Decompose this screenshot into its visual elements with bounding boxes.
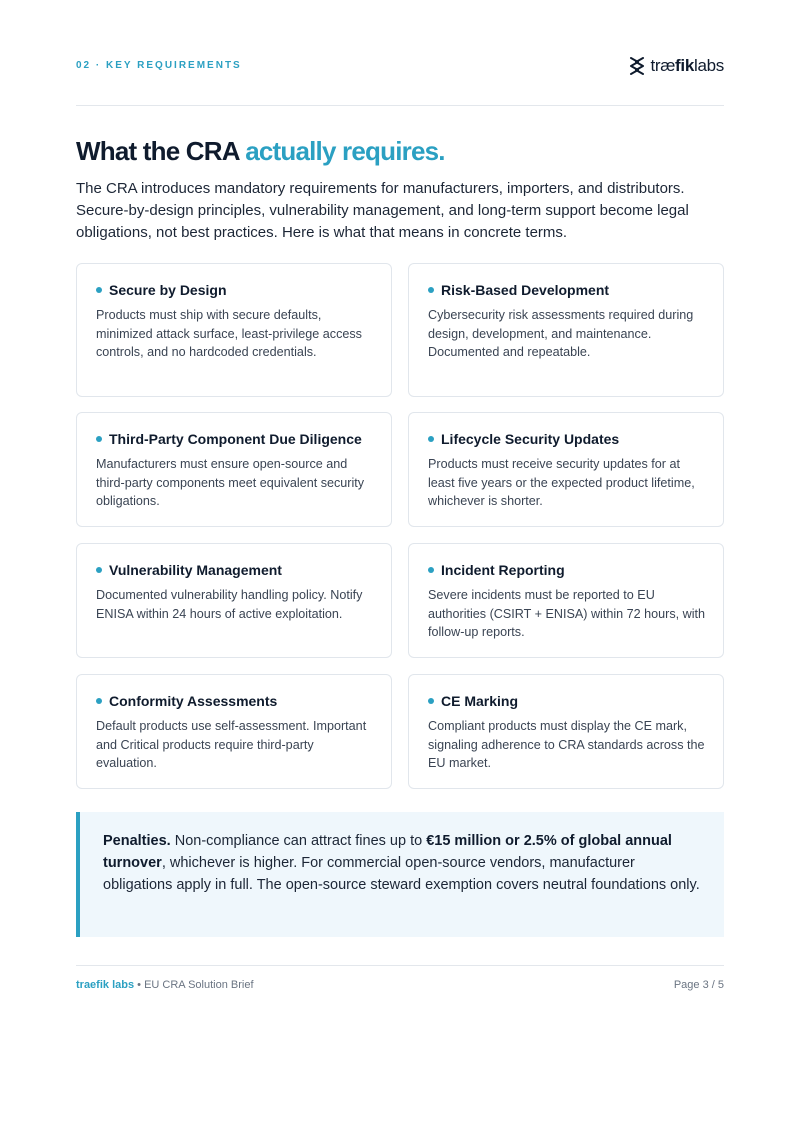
- card-title: Risk-Based Development: [441, 282, 610, 298]
- bullet-dot-icon: [428, 436, 434, 442]
- footer-divider: [76, 965, 724, 966]
- card-title: Vulnerability Management: [109, 562, 282, 578]
- requirement-card: [408, 263, 724, 397]
- card-title: Third-Party Component Due Diligence: [109, 431, 362, 447]
- card-body: Products must ship with secure defaults, minimized attack surface, least-privilege access controls, and no hardcoded credentials.: [96, 308, 362, 359]
- bullet-dot-icon: [428, 698, 434, 704]
- bullet-dot-icon: [96, 567, 102, 573]
- requirement-card: [408, 412, 724, 527]
- title-accent: actually requires.: [245, 136, 445, 166]
- card-body: Products must receive security updates for at least five years or the expected product lifetime, whichever is shorter.: [428, 457, 695, 508]
- footer-brand: traefik labs: [76, 979, 135, 991]
- card-title: Lifecycle Security Updates: [441, 431, 620, 447]
- page-header: [76, 54, 724, 78]
- card-body: Severe incidents must be reported to EU authorities (CSIRT + ENISA) within 72 hours, with follow-up reports.: [428, 588, 706, 639]
- card-title: Secure by Design: [109, 282, 227, 298]
- requirement-card: [76, 412, 392, 527]
- requirement-card: [408, 543, 724, 658]
- card-body: Cybersecurity risk assessments required during design, development, and maintenance. Documented and repeatable.: [428, 308, 694, 359]
- callout-bold: €15 million or 2.5% of global annual turnover: [103, 833, 672, 871]
- logo-wordmark: træfiklabs: [650, 56, 724, 75]
- card-body: Compliant products must display the CE mark, signaling adherence to CRA standards across the EU market.: [428, 719, 705, 770]
- card-body: Documented vulnerability handling policy. Notify ENISA within 24 hours of active exploitation.: [96, 588, 363, 621]
- bullet-dot-icon: [96, 287, 102, 293]
- card-body: Default products use self-assessment. Important and Critical products require third-party evaluation.: [96, 719, 367, 770]
- footer-doc-label: traefik labs • EU CRA Solution Brief: [76, 979, 254, 991]
- card-body: Manufacturers must ensure open-source and third-party components meet equivalent security obligations.: [96, 457, 365, 508]
- page-number: Page 3 / 5: [673, 979, 724, 991]
- bullet-dot-icon: [96, 698, 102, 704]
- card-title: Incident Reporting: [441, 562, 565, 578]
- bullet-dot-icon: [96, 436, 102, 442]
- footer-doc-title: EU CRA Solution Brief: [144, 979, 254, 991]
- page-title: What the CRA actually requires.: [76, 136, 445, 166]
- header-divider: [76, 105, 724, 106]
- traefik-logo-icon: [628, 56, 646, 76]
- callout-lead: Penalties.: [103, 833, 171, 849]
- card-title: CE Marking: [441, 693, 519, 709]
- requirement-card: [76, 263, 392, 397]
- requirement-card: [76, 674, 392, 789]
- requirement-card: [408, 674, 724, 789]
- bullet-dot-icon: [428, 567, 434, 573]
- penalties-callout: Penalties. Non-compliance can attract fines up to €15 million or 2.5% of global annual turnover, whichever is higher. For commercial open-source vendors, manufacturer obligations apply in full. The open-source steward exemption covers neutral foundations only.: [76, 812, 724, 937]
- section-label: 02 · KEY REQUIREMENTS: [76, 60, 242, 71]
- requirement-card: [76, 543, 392, 658]
- card-title: Conformity Assessments: [109, 693, 278, 709]
- bullet-dot-icon: [428, 287, 434, 293]
- intro-paragraph: The CRA introduces mandatory requirements for manufacturers, importers, and distributors. Secure-by-design principles, vulnerability management, and long-term support become legal obligations, not best practices. Here is what that means in concrete terms.: [76, 180, 689, 241]
- traefik-labs-logo: [628, 54, 724, 78]
